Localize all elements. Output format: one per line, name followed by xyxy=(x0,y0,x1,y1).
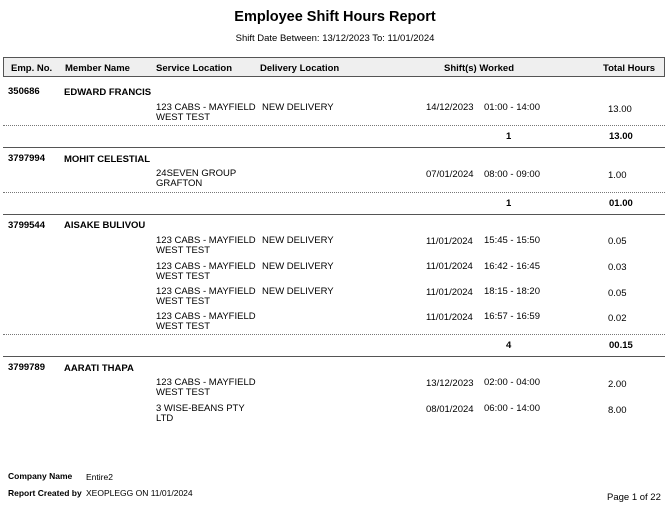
service-location-line2: GRAFTON xyxy=(156,178,203,189)
row-divider xyxy=(3,192,665,193)
shift-hours: 8.00 xyxy=(608,405,627,416)
delivery-location: NEW DELIVERY xyxy=(262,286,334,297)
shift-date: 11/01/2024 xyxy=(426,287,473,298)
total-hours: 00.15 xyxy=(609,340,633,351)
shift-hours: 13.00 xyxy=(608,104,632,115)
service-location-line2: WEST TEST xyxy=(156,296,211,307)
group-divider xyxy=(3,214,665,215)
shift-time: 02:00 - 04:00 xyxy=(484,377,540,388)
total-hours: 01.00 xyxy=(609,198,633,209)
delivery-location: NEW DELIVERY xyxy=(262,102,334,113)
emp-no: 3799544 xyxy=(8,220,45,231)
shift-hours: 0.02 xyxy=(608,313,627,324)
report-subtitle: Shift Date Between: 13/12/2023 To: 11/01/2024 xyxy=(235,33,435,44)
delivery-location: NEW DELIVERY xyxy=(262,261,334,272)
shift-time: 16:57 - 16:59 xyxy=(484,311,540,322)
service-location: 123 CABS - MAYFIELD xyxy=(156,311,256,322)
member-name: AARATI THAPA xyxy=(64,363,134,374)
total-shifts: 1 xyxy=(506,198,512,209)
member-name: AISAKE BULIVOU xyxy=(64,220,146,231)
group-divider xyxy=(3,356,665,357)
col-emp-no: Emp. No. xyxy=(11,63,53,74)
shift-date: 13/12/2023 xyxy=(426,378,474,389)
report-title: Employee Shift Hours Report xyxy=(234,9,436,25)
member-name: MOHIT CELESTIAL xyxy=(64,154,151,165)
col-delivery-location: Delivery Location xyxy=(260,63,340,74)
service-location-line2: WEST TEST xyxy=(156,245,211,256)
company-name-label: Company Name xyxy=(8,471,73,481)
row-divider xyxy=(3,125,665,126)
service-location: 123 CABS - MAYFIELD xyxy=(156,377,256,388)
col-shifts-worked: Shift(s) Worked xyxy=(444,63,515,74)
shift-time: 16:42 - 16:45 xyxy=(484,261,540,272)
report-created-label: Report Created by xyxy=(8,488,82,498)
emp-no: 3797994 xyxy=(8,153,45,164)
shift-hours: 0.05 xyxy=(608,288,627,299)
group-divider xyxy=(3,147,665,148)
shift-date: 14/12/2023 xyxy=(426,102,474,113)
shift-date: 11/01/2024 xyxy=(426,312,473,323)
shift-time: 08:00 - 09:00 xyxy=(484,169,540,180)
shift-time: 06:00 - 14:00 xyxy=(484,403,540,414)
service-location: 123 CABS - MAYFIELD xyxy=(156,102,256,113)
col-total-hours: Total Hours xyxy=(603,63,656,74)
shift-date: 11/01/2024 xyxy=(426,261,473,272)
service-location: 123 CABS - MAYFIELD xyxy=(156,261,256,272)
shift-time: 18:15 - 18:20 xyxy=(484,286,540,297)
page-number: Page 1 of 22 xyxy=(607,492,661,503)
shift-date: 08/01/2024 xyxy=(426,404,474,415)
shift-date: 11/01/2024 xyxy=(426,236,473,247)
total-shifts: 4 xyxy=(506,340,512,351)
emp-no: 350686 xyxy=(8,86,40,97)
service-location-line2: LTD xyxy=(156,413,174,424)
service-location-line2: WEST TEST xyxy=(156,271,211,282)
service-location-line2: WEST TEST xyxy=(156,387,211,398)
shift-hours: 0.05 xyxy=(608,236,627,247)
member-name: EDWARD FRANCIS xyxy=(64,87,152,98)
shift-hours: 2.00 xyxy=(608,379,627,390)
total-shifts: 1 xyxy=(506,131,512,142)
shift-hours: 0.03 xyxy=(608,262,627,273)
row-divider xyxy=(3,334,665,335)
shift-time: 15:45 - 15:50 xyxy=(484,235,540,246)
shift-hours: 1.00 xyxy=(608,170,627,181)
delivery-location: NEW DELIVERY xyxy=(262,235,334,246)
service-location: 123 CABS - MAYFIELD xyxy=(156,286,256,297)
report-created-value: XEOPLEGG ON 11/01/2024 xyxy=(86,488,193,498)
shift-time: 01:00 - 14:00 xyxy=(484,102,540,113)
col-member-name: Member Name xyxy=(65,63,130,74)
table-header xyxy=(3,57,665,77)
service-location-line2: WEST TEST xyxy=(156,112,211,123)
col-service-location: Service Location xyxy=(156,63,233,74)
emp-no: 3799789 xyxy=(8,362,45,373)
service-location: 24SEVEN GROUP xyxy=(156,168,237,179)
service-location: 123 CABS - MAYFIELD xyxy=(156,235,256,246)
company-name-value: Entire2 xyxy=(86,472,113,482)
service-location-line2: WEST TEST xyxy=(156,321,211,332)
total-hours: 13.00 xyxy=(609,131,633,142)
service-location: 3 WISE-BEANS PTY xyxy=(156,403,245,414)
shift-date: 07/01/2024 xyxy=(426,169,474,180)
